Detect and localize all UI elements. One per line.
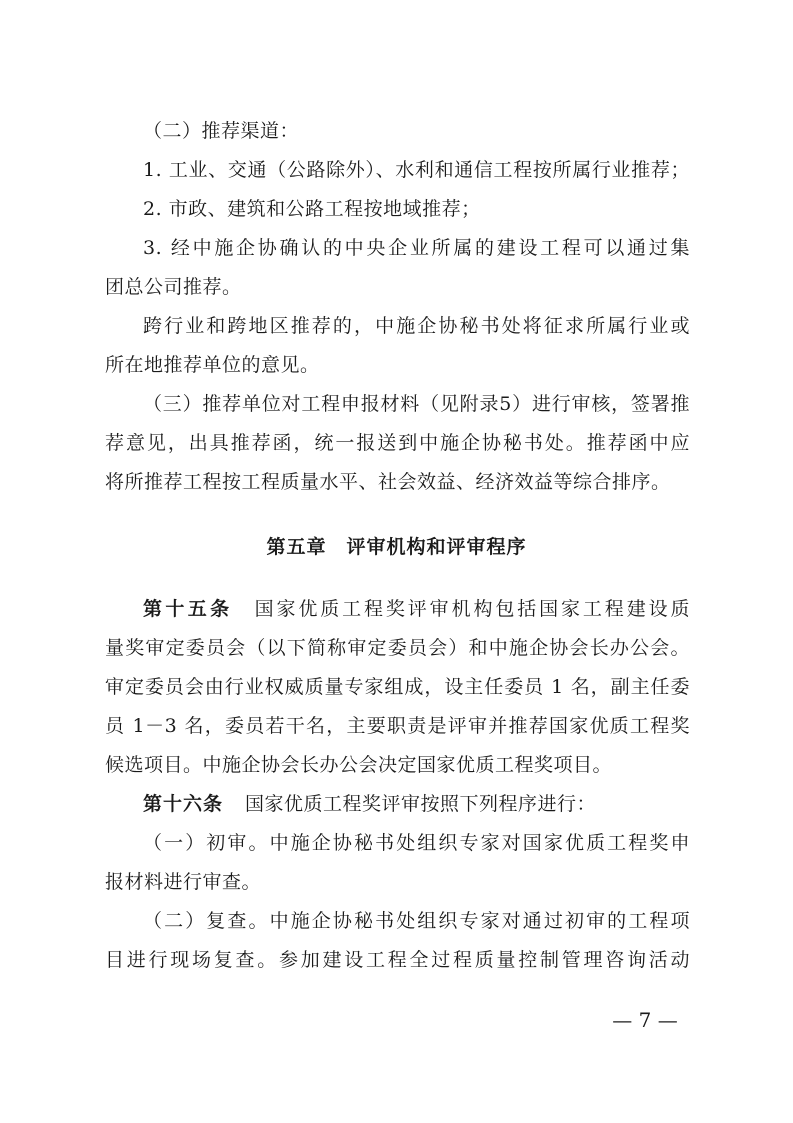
paragraph-line: 审定委员会由行业权威质量专家组成，设主任委员 1 名，副主任委 — [105, 676, 690, 698]
paragraph-line: 3. 经中施企协确认的中央企业所属的建设工程可以通过集 — [143, 237, 690, 259]
article-line — [143, 792, 690, 816]
paragraph-line: 所在地推荐单位的意见。 — [105, 354, 320, 376]
paragraph-line: 将所推荐工程按工程质量水平、社会效益、经济效益等综合排序。 — [105, 471, 671, 493]
page-number: — 7 — — [612, 1008, 678, 1032]
article-label: 第十五条 — [143, 598, 233, 620]
paragraph-line: （二）复查。中施企协秘书处组织专家对通过初审的工程项 — [143, 910, 690, 932]
chapter-heading: 第五章 评审机构和评审程序 — [266, 536, 527, 558]
paragraph-line: 1. 工业、交通（公路除外）、水利和通信工程按所属行业推荐； — [143, 159, 690, 181]
paragraph-line: 候选项目。中施企协会长办公会决定国家优质工程奖项目。 — [105, 754, 613, 776]
paragraph-line: （二）推荐渠道： — [143, 120, 300, 142]
paragraph-line: 目进行现场复查。参加建设工程全过程质量控制管理咨询活动 — [105, 949, 690, 971]
paragraph-line: 报材料进行审查。 — [105, 871, 262, 893]
article-text: 国家优质工程奖评审机构包括国家工程建设质 — [254, 598, 690, 620]
paragraph-line: 员 1－3 名，委员若干名，主要职责是评审并推荐国家优质工程奖 — [105, 715, 690, 737]
article-label: 第十六条 — [143, 793, 224, 815]
article-text: 国家优质工程奖评审按照下列程序进行： — [245, 793, 597, 815]
paragraph-line: 量奖审定委员会（以下简称审定委员会）和中施企协会长办公会。 — [105, 637, 690, 659]
paragraph-line: 团总公司推荐。 — [105, 276, 242, 298]
article-line — [143, 597, 690, 621]
paragraph-line: 跨行业和跨地区推荐的，中施企协秘书处将征求所属行业或 — [143, 315, 690, 337]
paragraph-line: 2. 市政、建筑和公路工程按地域推荐； — [143, 198, 481, 220]
paragraph-line: （一）初审。中施企协秘书处组织专家对国家优质工程奖申 — [143, 832, 690, 854]
paragraph-line: 荐意见，出具推荐函，统一报送到中施企协秘书处。推荐函中应 — [105, 432, 690, 454]
paragraph-line: （三）推荐单位对工程申报材料（见附录5）进行审核，签署推 — [143, 393, 690, 415]
